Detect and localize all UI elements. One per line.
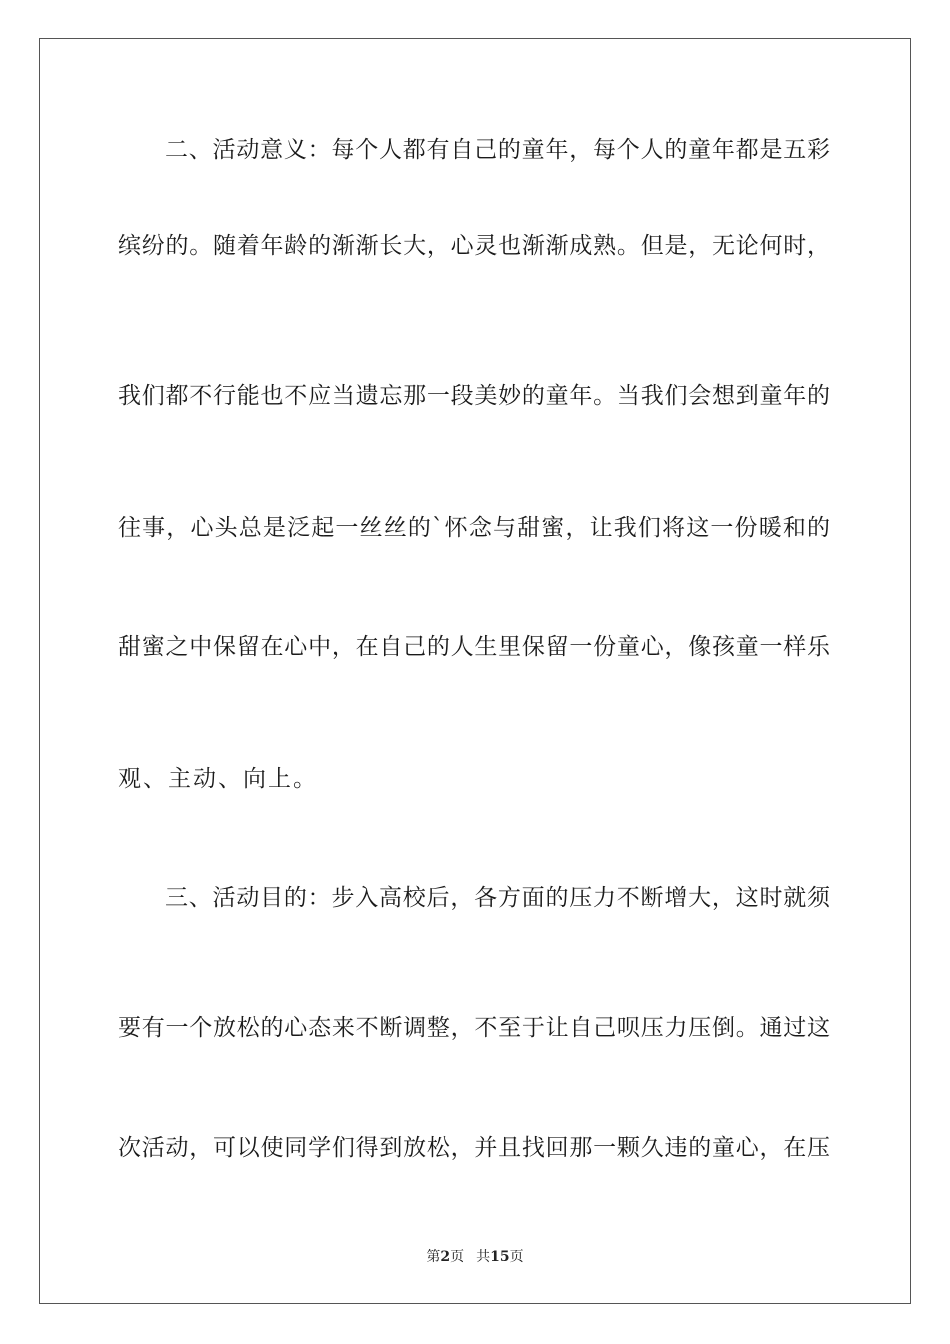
page-prefix: 第 [426, 1249, 441, 1265]
paragraph-line-1: 二、活动意义：每个人都有自己的童年，每个人的童年都是五彩 [165, 137, 830, 163]
page-footer [0, 1247, 950, 1267]
page-border [39, 38, 911, 1304]
total-suffix: 页 [509, 1249, 524, 1265]
paragraph-line-5: 甜蜜之中保留在心中，在自己的人生里保留一份童心，像孩童一样乐 [118, 634, 830, 660]
total-prefix: 共 [476, 1249, 491, 1265]
page-suffix: 页 [450, 1249, 465, 1265]
paragraph-line-4: 往事，心头总是泛起一丝丝的`怀念与甜蜜，让我们将这一份暖和的 [118, 515, 830, 541]
paragraph-line-6: 观、主动、向上。 [118, 766, 318, 792]
paragraph-line-3: 我们都不行能也不应当遗忘那一段美妙的童年。当我们会想到童年的 [118, 383, 830, 409]
paragraph-line-9: 次活动，可以使同学们得到放松，并且找回那一颗久违的童心，在压 [118, 1135, 830, 1161]
paragraph-line-7: 三、活动目的：步入高校后，各方面的压力不断增大，这时就须 [165, 885, 830, 911]
total-pages: 15 [490, 1249, 510, 1265]
page-number: 2 [440, 1249, 451, 1265]
paragraph-line-8: 要有一个放松的心态来不断调整，不至于让自己呗压力压倒。通过这 [118, 1015, 830, 1041]
paragraph-line-2: 缤纷的。随着年龄的渐渐长大，心灵也渐渐成熟。但是，无论何时， [118, 233, 830, 259]
